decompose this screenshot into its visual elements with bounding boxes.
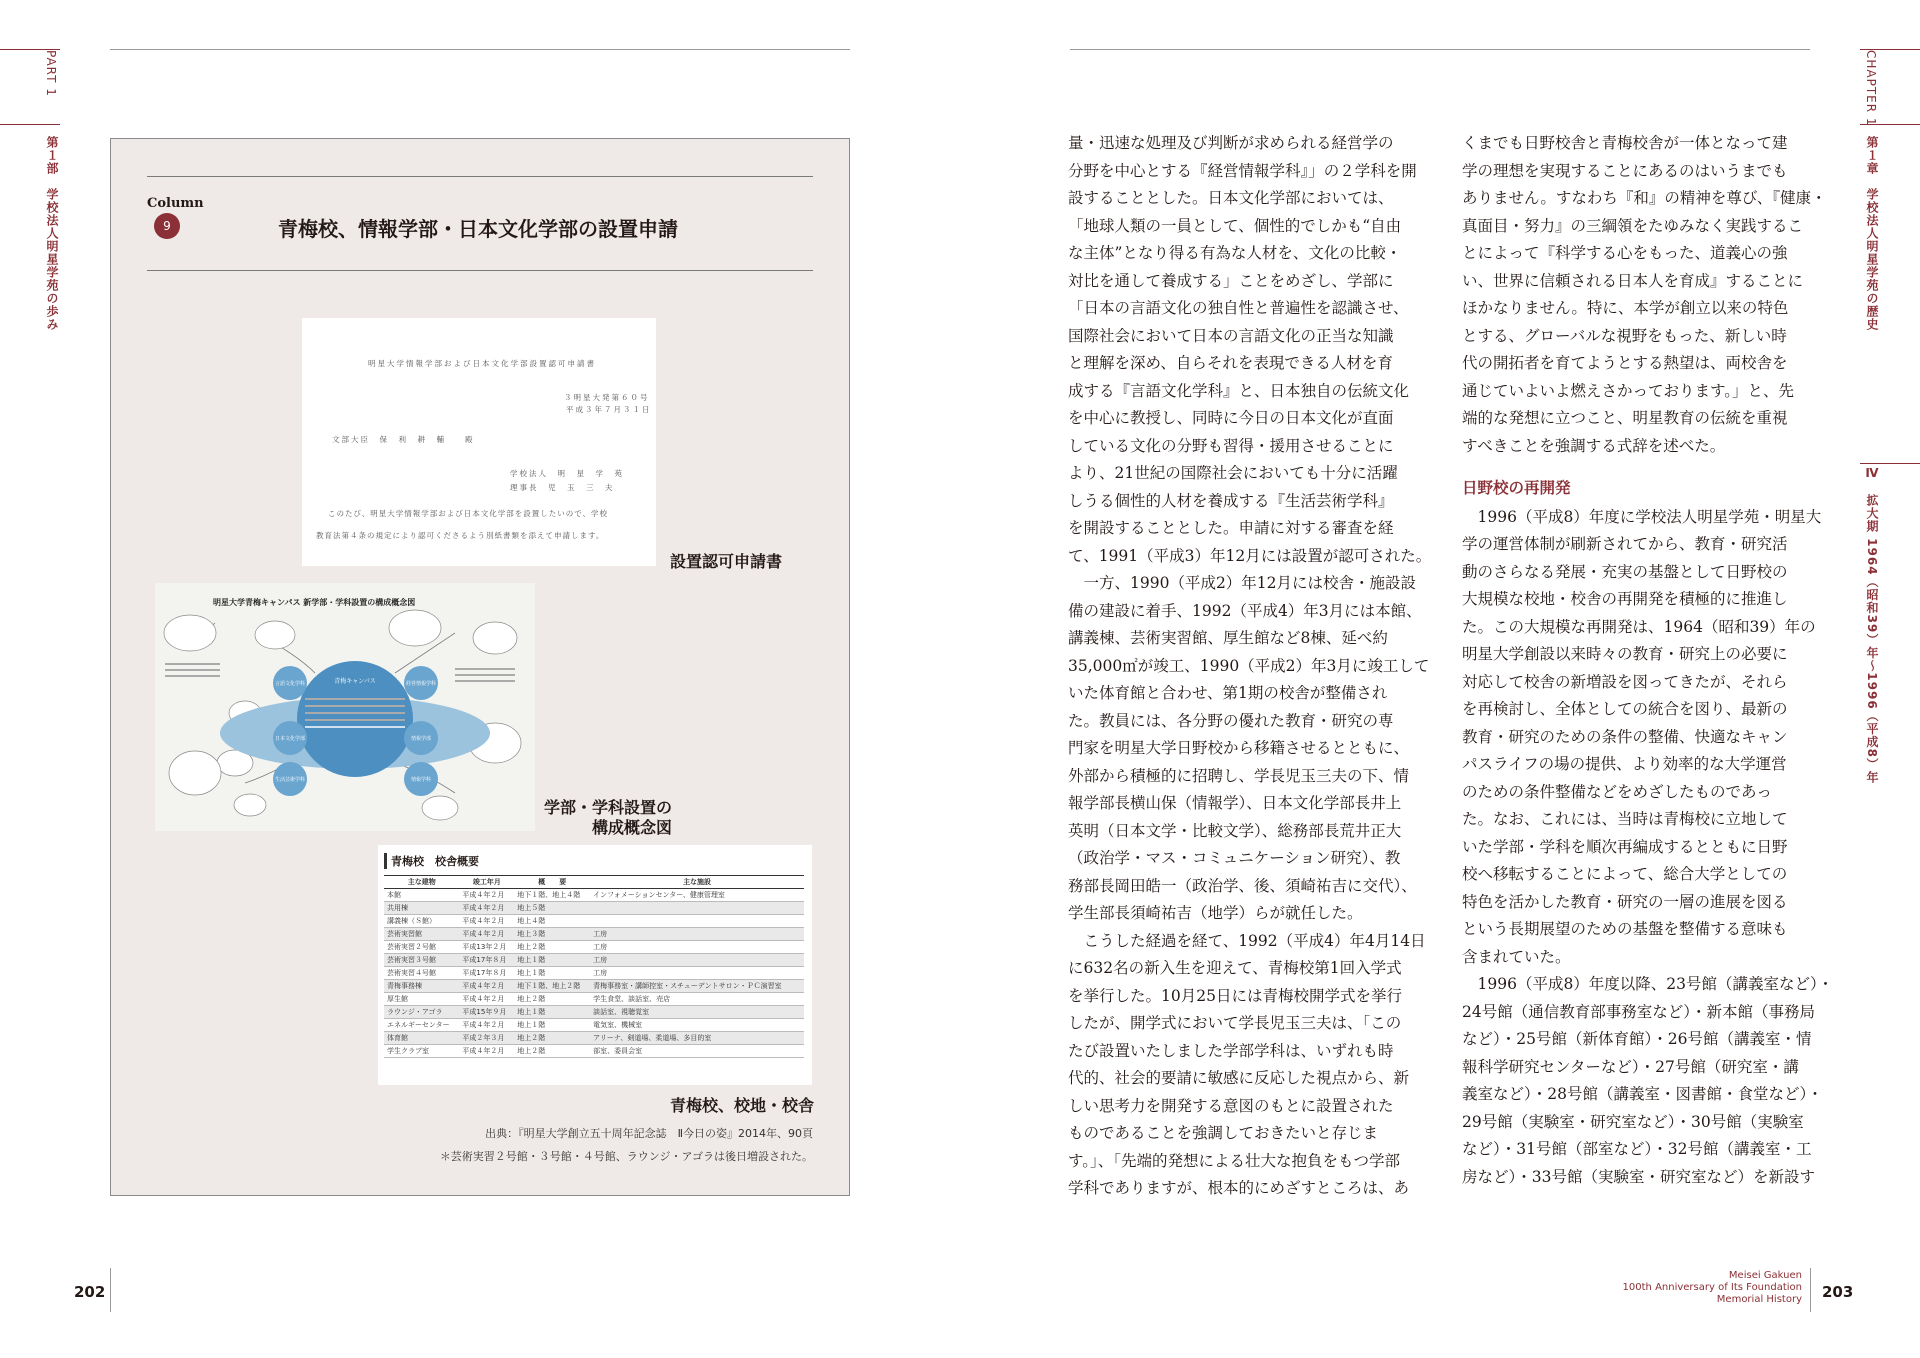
table-cell: 地上２階 <box>514 941 590 954</box>
table-cell: アリーナ、剣道場、柔道場、多目的室 <box>590 1032 804 1045</box>
body-text-line: とによって『科学する心をもった、道義心の強 <box>1462 244 1788 262</box>
table-row <box>384 993 804 1006</box>
page-number-left-rule <box>110 1268 111 1312</box>
body-text-line: 量・迅速な処理及び判断が求められる経営学の <box>1068 134 1394 152</box>
page-number-left: 202 <box>74 1283 106 1301</box>
body-text-line: 特色を活かした教育・研究の一層の進展を図る <box>1462 892 1788 911</box>
table-row <box>384 915 804 928</box>
table-cell: 平成４年２月 <box>459 1045 514 1058</box>
table-cell: 工房 <box>590 928 804 941</box>
table-cell: 平成４年２月 <box>459 928 514 941</box>
body-text-line: こうした経過を経て、1992（平成4）年4月14日 <box>1068 931 1426 950</box>
diagram-center-label: 青梅キャンパス <box>334 678 376 685</box>
body-text-line: 29号館（実験室・研究室など）・30号館（実験室 <box>1462 1112 1804 1131</box>
table-row <box>384 1006 804 1019</box>
table-cell: 芸術実習３号館 <box>384 954 459 967</box>
body-text-line: を開設することとした。申請に対する審査を経 <box>1068 519 1394 537</box>
table-cell: 学生食堂、談話室、売店 <box>590 993 804 1006</box>
body-text-line: す。」、「先端的発想による壮大な抱負をもつ学部 <box>1068 1151 1401 1170</box>
diagram-node-language: 言語文化学科 <box>274 681 306 687</box>
table-cell: 地上２階 <box>514 993 590 1006</box>
part-label: PART 1 <box>44 50 58 97</box>
diagram-node-japanese-culture: 日本文化学部 <box>274 736 306 742</box>
table-cell: 地上５階 <box>514 902 590 915</box>
body-text-line: 校へ移転することによって、総合大学としての <box>1462 865 1788 883</box>
body-text-line: 1996（平成8）年度に学校法人明星学苑・明星大 <box>1462 507 1822 526</box>
body-text-line: 成する『言語文化学科』と、日本独自の伝統文化 <box>1068 381 1410 400</box>
table-header-cell: 主な施設 <box>590 876 804 889</box>
table-header-cell: 竣工年月 <box>459 876 514 889</box>
body-text-line: を再検討し、全体としての統合を図り、最新の <box>1462 700 1788 718</box>
table-cell: 芸術実習２号館 <box>384 941 459 954</box>
body-text-line: を挙行した。10月25日には青梅校開学式を挙行 <box>1068 986 1402 1005</box>
body-text-line: いた学部・学科を順次再編成するとともに日野 <box>1462 837 1788 856</box>
body-text-line: 35,000㎡が竣工、1990（平成2）年3月に竣工して <box>1068 656 1430 675</box>
source-citation: 出典：『明星大学創立五十周年記念誌 Ⅱ今日の姿』2014年、90頁 <box>485 1127 813 1140</box>
body-text-line: 一方、1990（平成2）年12月には校舎・施設設 <box>1068 574 1417 592</box>
table-cell: 工房 <box>590 954 804 967</box>
table-cell: 平成４年２月 <box>459 1019 514 1032</box>
table-row <box>384 954 804 967</box>
table-cell: 平成４年２月 <box>459 915 514 928</box>
table-cell: 地上１階 <box>514 1006 590 1019</box>
table-cell: 地上１階 <box>514 967 590 980</box>
column-rule-top <box>147 176 813 177</box>
table-row <box>384 941 804 954</box>
table-cell: 平成４年２月 <box>459 889 514 902</box>
body-text-line: な主体”となり得る有為な人材を、文化の比較・ <box>1068 244 1402 262</box>
body-text-line: たび設置いたしました学部学科は、いずれも時 <box>1068 1041 1394 1060</box>
table-cell: 平成15年９月 <box>459 1006 514 1019</box>
page-number-right: 203 <box>1822 1283 1854 1301</box>
body-text-line: 含まれていた。 <box>1462 947 1571 966</box>
body-text-line: 明星大学創設以来時々の教育・研究上の必要に <box>1462 645 1788 663</box>
caption-concept-diagram <box>500 798 672 838</box>
table-cell: 平成２年３月 <box>459 1032 514 1045</box>
table-cell: 平成13年２月 <box>459 941 514 954</box>
footnote: ＊芸術実習２号館・３号館・４号館、ラウンジ・アゴラは後日増設された。 <box>439 1150 813 1163</box>
table-cell: 青梅事務棟 <box>384 980 459 993</box>
doc-sender-name: 理事長 児 玉 三 夫 <box>510 483 615 492</box>
body-text-line: 大規模な校地・校舎の再開発を積極的に推進し <box>1462 590 1788 608</box>
body-text-line: 義室など）・28号館（講義室・図書館・食堂など）・ <box>1462 1085 1823 1103</box>
body-text-line: た。教員には、各分野の優れた教育・研究の専 <box>1068 711 1394 730</box>
body-text-line: 1996（平成8）年度以降、23号館（講義室など）・ <box>1462 975 1834 993</box>
body-text-line: すべきことを強調する式辞を述べた。 <box>1462 436 1726 455</box>
body-text-line: ものであることを強調しておきたいと存じま <box>1068 1124 1379 1142</box>
body-text-line: 24号館（通信教育部事務室など）・新本館（事務局 <box>1462 1002 1815 1021</box>
table-row <box>384 980 804 993</box>
campus-table <box>384 875 804 1058</box>
table-cell: 電気室、機械室 <box>590 1019 804 1032</box>
body-text-line: 務部長岡田皓一（政治学、後、須崎祐吉に交代）、 <box>1068 876 1417 895</box>
table-row <box>384 1019 804 1032</box>
diagram-graphic <box>155 583 535 831</box>
table-cell: 部室、委員会室 <box>590 1045 804 1058</box>
table-cell <box>590 902 804 915</box>
table-header-cell: 概 要 <box>514 876 590 889</box>
body-text-line: 報科学研究センターなど）・27号館（研究室・講 <box>1462 1057 1799 1076</box>
body-text-line: 動のさらなる発展・充実の基盤として日野校の <box>1462 562 1788 581</box>
section-heading-hino-redevelopment: 日野校の再開発 <box>1462 479 1571 497</box>
table-cell: 青梅事務室・講師控室・スチューデントサロン・ＰＣ演習室 <box>590 980 804 993</box>
body-text-line: している文化の分野も習得・援用させることに <box>1068 436 1394 455</box>
body-text-line: 学科でありますが、根本的にめざすところは、あ <box>1068 1179 1410 1197</box>
body-text-line: を中心に教授し、同時に今日の日本文化が直面 <box>1068 409 1394 427</box>
table-cell: 学生クラブ室 <box>384 1045 459 1058</box>
table-title: 青梅校 校舎概要 <box>384 853 479 869</box>
doc-body-line1: このたび、明星大学情報学部および日本文化学部を設置したいので、学校 <box>328 509 609 518</box>
caption-application: 設置認可申請書 <box>669 552 782 571</box>
body-text-line: ほかなりません。特に、本学が創立以来の特色 <box>1462 299 1789 317</box>
body-text-line: くまでも日野校舎と青梅校舎が一体となって建 <box>1462 134 1788 152</box>
body-text-line: 報学部長横山保（情報学）、日本文化学部長井上 <box>1068 794 1402 812</box>
body-text-line: と理解を深め、自らそれを表現できる人材を育 <box>1068 354 1393 372</box>
table-cell: 工房 <box>590 941 804 954</box>
margin-rule-left-mid <box>0 124 60 125</box>
table-cell: 地上４階 <box>514 915 590 928</box>
column-number-badge: 9 <box>154 213 180 239</box>
table-cell: 講義棟（Ｓ館） <box>384 915 459 928</box>
chapter-label: CHAPTER 1 <box>1864 50 1878 127</box>
body-text-line: 房など）・33号館（実験室・研究室など）を新設す <box>1462 1167 1815 1186</box>
table-row <box>384 928 804 941</box>
body-text-line: のための条件整備などをめざしたものであっ <box>1462 782 1772 801</box>
column-rule-bottom <box>147 270 813 271</box>
body-text-line: 外部から積極的に招聘し、学長児玉三夫の下、情 <box>1068 766 1410 785</box>
table-cell: 平成17年８月 <box>459 967 514 980</box>
caption-campus: 青梅校、校地・校舎 <box>669 1096 814 1115</box>
body-column-4 <box>1462 130 1834 1191</box>
body-text-line: 端的な発想に立つこと、明星教育の伝統を重視 <box>1462 409 1788 427</box>
footer-book-title: Meisei Gakuen 100th Anniversary of Its Foundation Memorial History <box>1622 1270 1802 1305</box>
table-cell: 芸術実習４号館 <box>384 967 459 980</box>
chapter-title: 第１章 学校法人明星学苑の歴史 <box>1865 136 1879 331</box>
part-section-title: 第１部 学校法人明星学苑の歩み <box>45 136 59 331</box>
table-header-cell: 主な建物 <box>384 876 459 889</box>
body-text-line: 分野を中心とする『経営情報学科』」の２学科を開 <box>1068 161 1417 180</box>
table-cell: 地上１階 <box>514 954 590 967</box>
table-cell: 体育館 <box>384 1032 459 1045</box>
body-text-line: 「日本の言語文化の独自性と普遍性を認識させ、 <box>1068 299 1409 317</box>
table-cell: 本館 <box>384 889 459 902</box>
doc-title: 明星大学情報学部および日本文化学部設置認可申請書 <box>368 359 596 368</box>
body-text-line: て、1991（平成3）年12月には設置が認可された。 <box>1068 546 1432 565</box>
top-rule-right <box>1070 49 1810 50</box>
doc-addressee: 文部大臣 保 利 耕 輔 殿 <box>332 435 475 444</box>
body-text-line: より、21世紀の国際社会においても十分に活躍 <box>1068 464 1398 482</box>
application-document-image <box>302 318 656 566</box>
margin-rule-right-low <box>1860 463 1920 464</box>
column-title: 青梅校、情報学部・日本文化学部の設置申請 <box>278 217 678 241</box>
diagram-node-info-science: 情報学科 <box>410 777 432 783</box>
table-cell: 平成４年２月 <box>459 993 514 1006</box>
body-text-line: 通じていよいよ燃えさかっております。」と、先 <box>1462 381 1795 400</box>
concept-diagram-image <box>155 583 535 831</box>
body-text-line: 備の建設に着手、1992（平成4）年3月には本館、 <box>1068 601 1422 620</box>
body-text-line: しい思考力を開発する意図のもとに設置された <box>1068 1096 1394 1115</box>
body-text-line: 学の理想を実現することにあるのはいうまでも <box>1462 161 1788 180</box>
body-text-line: に632名の新入生を迎えて、青梅校第1回入学式 <box>1068 959 1402 977</box>
column-label: Column <box>147 196 204 211</box>
diagram-node-informatics: 情報学部 <box>410 736 432 742</box>
table-cell: 平成４年２月 <box>459 980 514 993</box>
diagram-node-management: 経営情報学科 <box>405 681 437 687</box>
table-cell: 厚生館 <box>384 993 459 1006</box>
page-number-right-rule <box>1810 1268 1811 1312</box>
body-text-line: パスライフの場の提供、より効率的な大学運営 <box>1462 755 1787 773</box>
body-text-line: とする、グローバルな視野をもった、新しい時 <box>1462 326 1787 345</box>
table-row <box>384 1045 804 1058</box>
body-text-line: 設することとした。日本文化学部においては、 <box>1068 189 1394 207</box>
body-text-line: 「地球人類の一員として、個性的でしかも“自由 <box>1068 216 1402 235</box>
campus-table-image <box>378 845 812 1085</box>
diagram-node-arts: 生活芸術学科 <box>274 777 306 783</box>
table-cell: 地上２階 <box>514 1045 590 1058</box>
period-label: Ⅳ 拡大期 1964（昭和39）年〜1996（平成8）年 <box>1865 466 1879 785</box>
table-row <box>384 967 804 980</box>
body-text-line: 代的、社会的要請に敏感に反応した視点から、新 <box>1068 1069 1410 1087</box>
table-cell: 地上１階 <box>514 1019 590 1032</box>
table-cell: 地下１階、地上２階 <box>514 980 590 993</box>
table-row <box>384 889 804 902</box>
diagram-title: 明星大学青梅キャンパス 新学部・学科設置の構成概念図 <box>213 598 416 607</box>
table-cell: 工房 <box>590 967 804 980</box>
body-text-line: いた体育館と合わせ、第1期の校舎が整備され <box>1068 684 1388 702</box>
table-cell: 地下１階、地上４階 <box>514 889 590 902</box>
table-cell: 平成４年２月 <box>459 902 514 915</box>
body-text-line: （政治学・マス・コミュニケーション研究）、教 <box>1068 849 1401 867</box>
table-row <box>384 902 804 915</box>
top-rule-left <box>110 49 850 50</box>
table-cell: 芸術実習館 <box>384 928 459 941</box>
table-cell: 地上２階 <box>514 1032 590 1045</box>
body-text-line: 対比を通して養成する」ことをめざし、学部に <box>1068 271 1394 290</box>
body-text-line: 講義棟、芸術実習館、厚生館など8棟、延べ約 <box>1068 629 1388 647</box>
caption-concept-line1: 学部・学科設置の <box>543 798 672 817</box>
table-cell: 平成17年８月 <box>459 954 514 967</box>
body-text-line: 門家を明星大学日野校から移籍させるとともに、 <box>1068 739 1410 757</box>
body-text-line: 学の運営体制が刷新されてから、教育・研究活 <box>1462 535 1788 553</box>
body-text-line: 国際社会において日本の言語文化の正当な知識 <box>1068 326 1394 345</box>
body-text-line: しうる個性的人材を養成する『生活芸術学科』 <box>1068 491 1394 510</box>
doc-sender-org: 学校法人 明 星 学 苑 <box>510 469 624 478</box>
body-text-line: 学生部長須崎祐吉（地学）らが就任した。 <box>1068 904 1363 922</box>
body-text-line: ありません。すなわち『和』の精神を尊び、『健康・ <box>1462 189 1827 207</box>
body-text-line: 真面目・努力』の三綱領をたゆみなく実践するこ <box>1462 216 1804 235</box>
table-row <box>384 1032 804 1045</box>
body-text-line: 教育・研究のための条件の整備、快適なキャン <box>1462 727 1788 746</box>
table-cell <box>590 915 804 928</box>
doc-date: 平成３年７月３１日 <box>566 405 652 414</box>
doc-body-line2: 教育法第４条の規定により認可くださるよう別紙書類を添えて申請します。 <box>316 531 605 540</box>
doc-ref-number: ３明星大発第６０号 <box>564 393 650 402</box>
table-cell: ラウンジ・アゴラ <box>384 1006 459 1019</box>
body-text-line: したが、開学式において学長児玉三夫は、「この <box>1068 1014 1402 1032</box>
body-text-line: た。なお、これには、当時は青梅校に立地して <box>1462 810 1788 828</box>
body-column-3 <box>1068 130 1432 1203</box>
body-text-line: という長期展望のための基盤を整備する意味も <box>1462 920 1788 938</box>
body-text-line: など）・25号館（新体育館）・26号館（講義室・情 <box>1462 1030 1812 1048</box>
caption-concept-line2: 構成概念図 <box>591 818 672 837</box>
body-text-line: など）・31号館（部室など）・32号館（講義室・工 <box>1462 1140 1812 1158</box>
body-text-line: 英明（日本文学・比較文学）、総務部長荒井正大 <box>1068 821 1402 840</box>
body-text-line: 対応して校舎の新増設を図ってきたが、それら <box>1462 672 1788 691</box>
table-cell: 共用棟 <box>384 902 459 915</box>
table-cell: 談話室、視聴覚室 <box>590 1006 804 1019</box>
body-text-line: 代の開拓者を育てようとする熱望は、両校舎を <box>1462 354 1788 372</box>
table-cell: インフォメーションセンター、健康管理室 <box>590 889 804 902</box>
body-text-line: た。この大規模な再開発は、1964（昭和39）年の <box>1462 617 1816 636</box>
table-cell: 地上３階 <box>514 928 590 941</box>
body-text-line: い、世界に信頼される日本人を育成』することに <box>1462 271 1804 290</box>
table-cell: エネルギーセンター <box>384 1019 459 1032</box>
